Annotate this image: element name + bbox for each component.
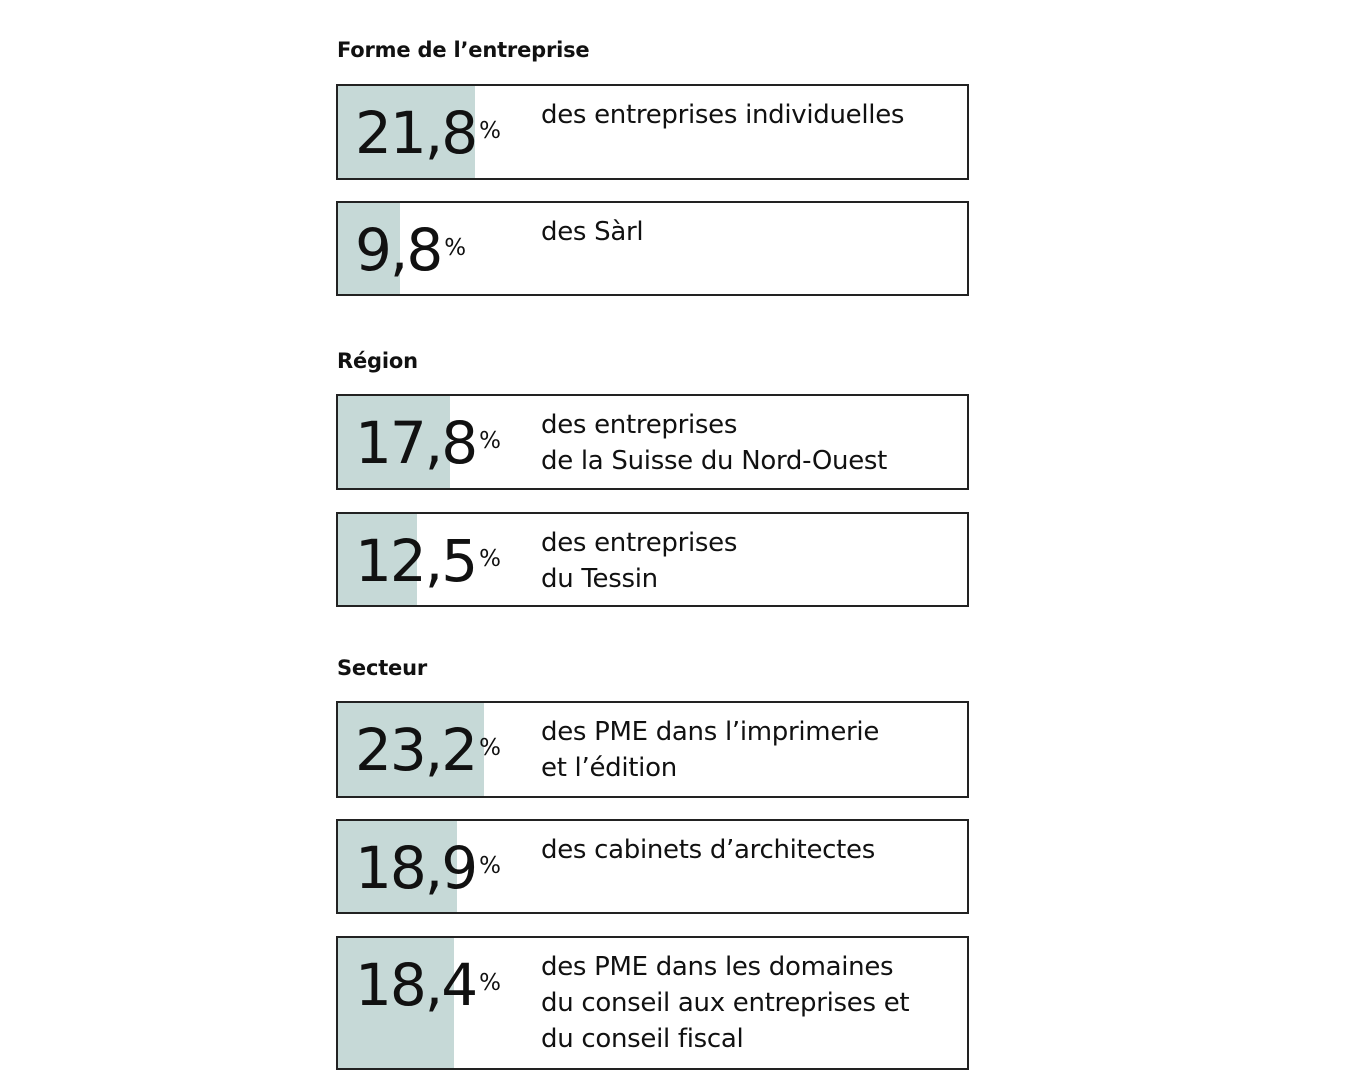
stat-description: des entreprises du Tessin: [541, 528, 738, 594]
stat-value: 21,8 %: [355, 99, 501, 167]
stat-card-entreprises-individuelles: [336, 84, 969, 180]
stat-description: des PME dans les domaines du conseil aux entreprises et du conseil fiscal: [541, 952, 910, 1054]
stat-card-conseil: [336, 936, 969, 1070]
percent-sign: %: [479, 428, 501, 454]
stat-description: des entreprises individuelles: [541, 100, 905, 130]
percent-sign: %: [479, 735, 501, 761]
percent-sign: %: [479, 546, 501, 572]
percent-sign: %: [479, 970, 501, 996]
percent-sign: %: [479, 118, 501, 144]
stat-value: 9,8 %: [355, 216, 467, 284]
section-title-forme: Forme de l’entreprise: [337, 38, 590, 62]
stat-card-sarl: [336, 201, 969, 296]
stat-description: des PME dans l’imprimerie et l’édition: [541, 717, 880, 783]
stat-value: 17,8 %: [355, 409, 501, 477]
stat-description: des Sàrl: [541, 217, 644, 247]
stat-card-tessin: [336, 512, 969, 607]
stat-card-imprimerie: [336, 701, 969, 798]
stat-description: des cabinets d’architectes: [541, 835, 875, 865]
percent-sign: %: [444, 235, 467, 261]
stat-value: 18,4 %: [355, 951, 501, 1019]
section-title-region: Région: [337, 349, 418, 373]
stat-value: 18,9 %: [355, 834, 501, 902]
stat-description: des entreprises de la Suisse du Nord-Ouest: [541, 410, 888, 476]
stat-value: 12,5 %: [355, 527, 501, 595]
stat-card-suisse-nord-ouest: [336, 394, 969, 490]
percent-sign: %: [479, 853, 501, 879]
stat-value: 23,2 %: [355, 716, 501, 784]
section-title-secteur: Secteur: [337, 656, 428, 680]
stat-card-architectes: [336, 819, 969, 914]
